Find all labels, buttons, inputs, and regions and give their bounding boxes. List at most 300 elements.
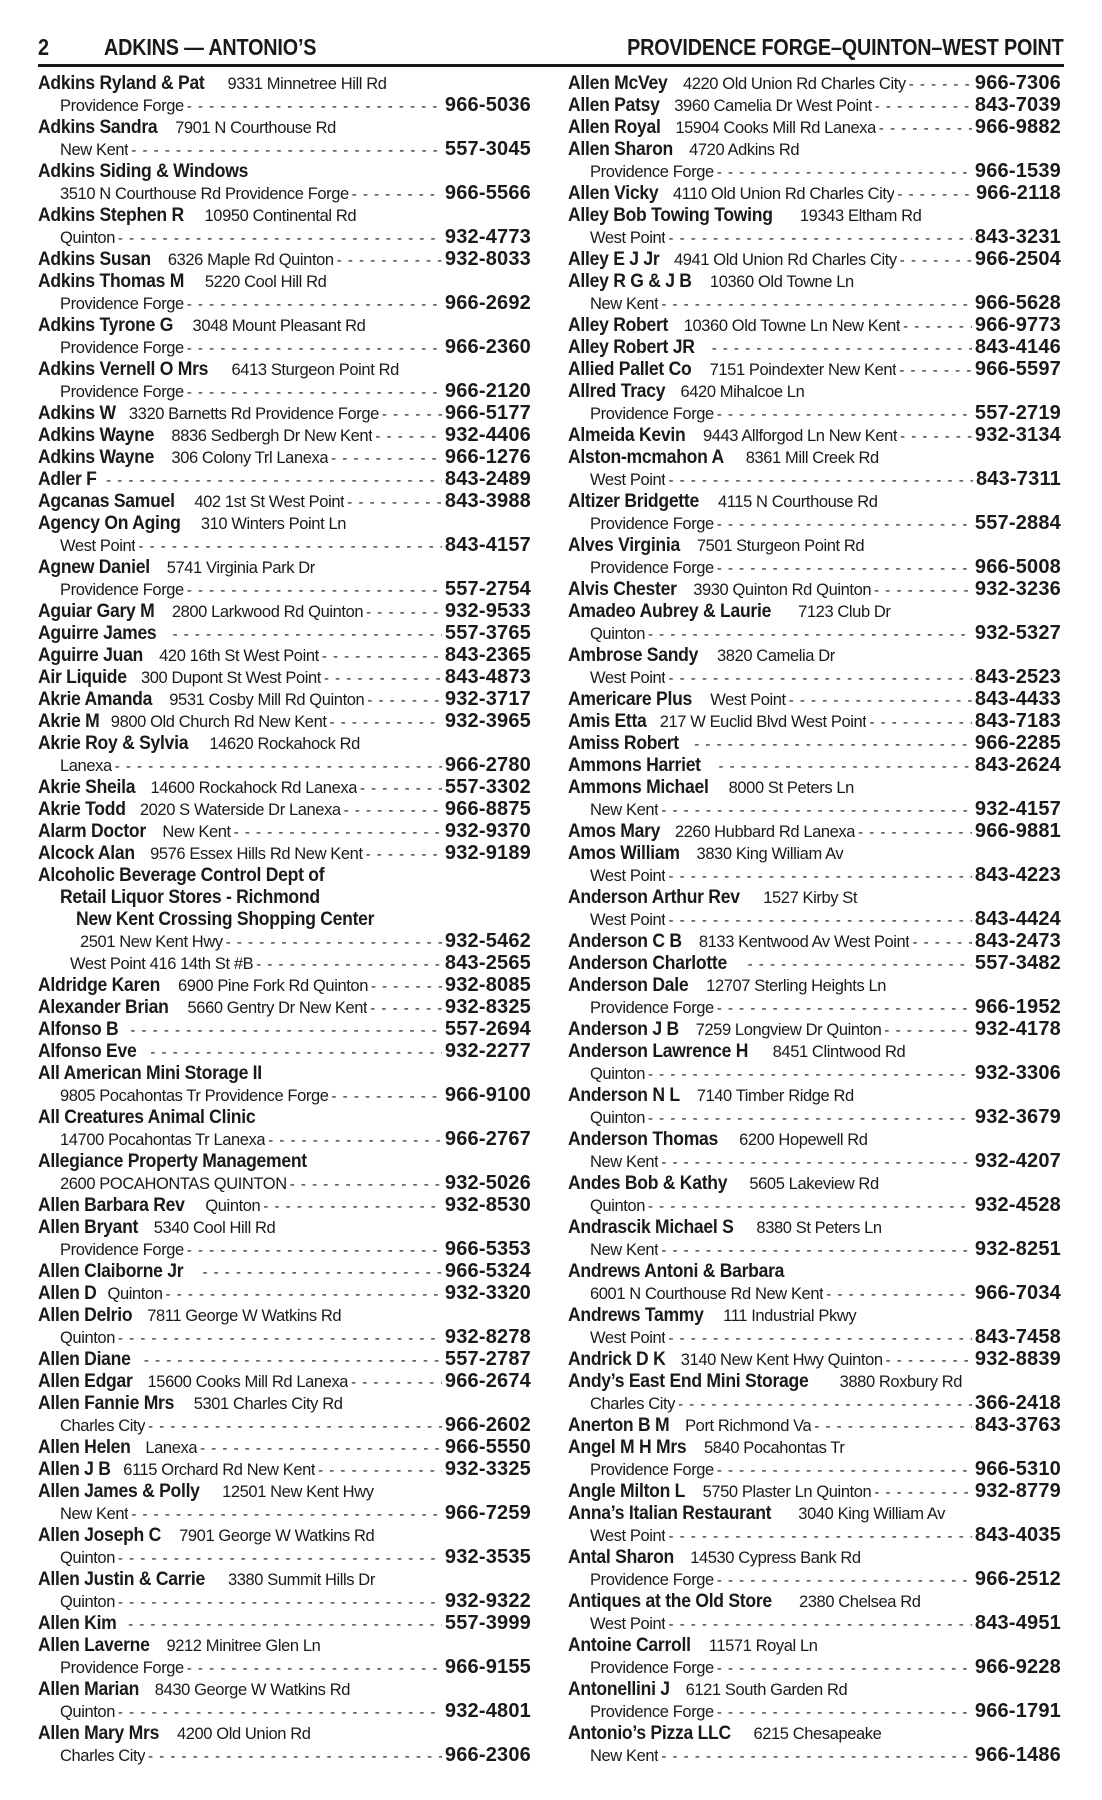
listing-address: 5220 Cool Hill Rd	[204, 273, 327, 291]
listing-address-text: 2501 New Kent Hwy	[80, 933, 223, 951]
listing-locality	[60, 755, 112, 776]
listing-phone: 966-5628	[974, 292, 1061, 314]
listing-address: 3140 New Kent Hwy Quinton	[680, 1351, 883, 1369]
listing-entry	[38, 1458, 531, 1480]
listing-name: Amadeo Aubrey & Laurie	[568, 600, 772, 622]
listing-sub-line	[38, 1546, 531, 1568]
listing-locality	[590, 1745, 658, 1766]
listing-phone: 843-2523	[974, 666, 1061, 688]
listing-address: 4720 Adkins Rd	[689, 141, 800, 159]
listing-text	[38, 1458, 315, 1480]
dot-leader	[187, 382, 442, 402]
dot-leader	[352, 184, 442, 204]
listing-entry	[568, 1502, 1061, 1546]
listing-sub-line	[568, 1524, 1061, 1546]
listing-phone: 966-2512	[974, 1568, 1061, 1590]
listing-phone: 966-2285	[974, 732, 1061, 754]
listing-name-line	[38, 1348, 531, 1370]
listing-address: 10360 Old Towne Ln New Kent	[683, 317, 901, 335]
listing-phone: 557-2719	[974, 402, 1061, 424]
listing-phone: 966-2306	[444, 1744, 531, 1766]
listing-name-line	[38, 1392, 531, 1414]
listing-name-line	[568, 1480, 1061, 1502]
listing-name-line	[568, 138, 1061, 160]
listing-text	[568, 930, 909, 952]
listing-name: Adkins W	[38, 402, 116, 424]
listing-name: Allen Vicky	[568, 182, 659, 204]
listing-address: 7501 Sturgeon Point Rd	[696, 537, 865, 555]
listing-locality	[60, 337, 184, 358]
listing-name: Ammons Harriet	[568, 754, 701, 776]
listing-name: Antoine Carroll	[568, 1634, 691, 1656]
listing-address: 8836 Sedbergh Dr New Kent	[171, 427, 373, 445]
listing-address: 402 1st St West Point	[194, 493, 345, 511]
listing-name: Adkins Wayne	[38, 424, 155, 446]
dot-leader	[661, 800, 972, 820]
listing-entry	[38, 248, 531, 270]
listing-locality-text: West Point	[590, 867, 666, 885]
dot-leader	[118, 1328, 442, 1348]
listing-phone: 932-8779	[974, 1480, 1061, 1502]
listing-entry	[38, 1634, 531, 1678]
listing-name-line	[38, 1040, 531, 1062]
listing-phone: 966-1952	[974, 996, 1061, 1018]
listing-entry	[38, 952, 531, 974]
listing-name-line	[38, 1260, 531, 1282]
dot-leader	[128, 1614, 442, 1634]
listing-name: All American Mini Storage II	[38, 1062, 262, 1084]
listing-entry	[568, 314, 1061, 336]
listing-name: Adkins Siding & Windows	[38, 160, 249, 182]
listing-entry	[568, 204, 1061, 248]
listing-name-line	[568, 1172, 1061, 1194]
listing-entry	[38, 1260, 531, 1282]
listing-entry	[568, 886, 1061, 930]
listing-address: Lanexa	[145, 1439, 198, 1457]
listing-entry	[38, 1568, 531, 1612]
listing-phone: 557-2787	[444, 1348, 531, 1370]
listing-phone: 966-1486	[974, 1744, 1061, 1766]
listing-sub-line	[568, 1238, 1061, 1260]
listing-sub-line	[38, 336, 531, 358]
listing-text	[38, 776, 357, 798]
listing-text	[38, 1348, 141, 1370]
listing-address: 2260 Hubbard Rd Lanexa	[674, 823, 856, 841]
listing-name-line	[568, 578, 1061, 600]
dot-leader	[900, 426, 972, 446]
listing-text	[38, 490, 344, 512]
listing-phone: 843-4035	[974, 1524, 1061, 1546]
listing-text	[38, 1370, 348, 1392]
listing-name: Allen Sharon	[568, 138, 674, 160]
listing-address: 15600 Cooks Mill Rd Lanexa	[147, 1373, 349, 1391]
listing-name-line	[568, 490, 1061, 512]
listing-name: Allen Claiborne Jr	[38, 1260, 184, 1282]
listing-name-line	[568, 72, 1061, 94]
listing-name-line	[568, 380, 1061, 402]
listing-locality-text: Providence Forge	[60, 1659, 184, 1677]
listing-phone: 557-2694	[444, 1018, 531, 1040]
listing-address: 6121 South Garden Rd	[685, 1681, 848, 1699]
listing-name: Allen Fannie Mrs	[38, 1392, 175, 1414]
listing-sub-line	[38, 754, 531, 776]
listing-name-line	[568, 1370, 1061, 1392]
listing-name: Almeida Kevin	[568, 424, 686, 446]
dot-leader	[886, 1350, 972, 1370]
listing-name: Alley R G & J B	[568, 270, 692, 292]
listing-address: 19343 Eltham Rd	[799, 207, 922, 225]
listing-name: Andy’s East End Mini Storage	[568, 1370, 809, 1392]
listing-phone: 843-2365	[444, 644, 531, 666]
listing-name: Alley Robert	[568, 314, 669, 336]
listing-name-line	[38, 710, 531, 732]
listing-phone: 966-5324	[444, 1260, 531, 1282]
listing-entry	[568, 578, 1061, 600]
listing-locality-text: Quinton	[60, 1329, 115, 1347]
listing-phone: 843-4951	[974, 1612, 1061, 1634]
listing-locality-text: 2600 POCAHONTAS QUINTON	[60, 1175, 287, 1193]
listing-heading-line	[38, 908, 531, 930]
listing-sub-line	[568, 864, 1061, 886]
listing-address: Quinton	[107, 1285, 163, 1303]
listing-locality-text: New Kent	[590, 1747, 659, 1765]
listing-text	[38, 820, 231, 842]
listing-name: Alexander Brian	[38, 996, 169, 1018]
listing-locality-text: Charles City	[60, 1747, 146, 1765]
listing-entry	[568, 534, 1061, 578]
listing-phone: 966-9100	[444, 1084, 531, 1106]
dot-leader	[717, 514, 972, 534]
listing-sub-line	[38, 94, 531, 116]
listing-name: Alfonso B	[38, 1018, 119, 1040]
listing-locality	[590, 1657, 714, 1678]
listing-phone: 966-2602	[444, 1414, 531, 1436]
listing-text	[38, 600, 363, 622]
dot-leader	[717, 1702, 972, 1722]
listing-address: 8380 St Peters Ln	[756, 1219, 882, 1237]
dot-leader	[256, 954, 442, 974]
listing-name: Andes Bob & Kathy	[568, 1172, 728, 1194]
listing-entry	[568, 600, 1061, 644]
listing-name-line	[568, 182, 1061, 204]
listing-locality	[590, 403, 714, 424]
listing-phone: 932-2277	[444, 1040, 531, 1062]
dot-leader	[879, 118, 972, 138]
listing-address: Quinton	[205, 1197, 261, 1215]
listing-locality-text: 9805 Pocahontas Tr Providence Forge	[60, 1087, 329, 1105]
listing-text	[38, 1040, 147, 1062]
listing-address-text: West Point 416 14th St #B	[70, 955, 254, 973]
listing-entry	[568, 1546, 1061, 1590]
listing-sub-line	[38, 1172, 531, 1194]
listing-name-line	[568, 1040, 1061, 1062]
listing-name-line	[38, 820, 531, 842]
dot-leader	[874, 580, 972, 600]
listing-locality-text: West Point	[590, 1615, 666, 1633]
listing-name: Allen Bryant	[38, 1216, 139, 1238]
listing-address: West Point	[710, 691, 786, 709]
listing-sub-line	[38, 226, 531, 248]
listing-locality	[590, 1613, 665, 1634]
listing-entry	[568, 1172, 1061, 1216]
listing-name: Akrie Sheila	[38, 776, 136, 798]
listing-name: Alley Bob Towing Towing	[568, 204, 773, 226]
listing-address: 14620 Rockahock Rd	[209, 735, 360, 753]
listing-text	[38, 974, 368, 996]
listing-entry	[568, 138, 1061, 182]
listing-phone: 932-3717	[444, 688, 531, 710]
listing-entry	[568, 776, 1061, 820]
dot-leader	[789, 690, 972, 710]
listing-address: 9576 Essex Hills Rd New Kent	[150, 845, 363, 863]
listing-address: 310 Winters Point Ln	[200, 515, 346, 533]
listing-sub-line	[568, 1458, 1061, 1480]
listing-entry	[38, 1106, 531, 1150]
listing-entry	[568, 732, 1061, 754]
listing-phone: 557-3999	[444, 1612, 531, 1634]
listing-name-line	[568, 204, 1061, 226]
listing-entry	[38, 1282, 531, 1304]
listing-address: 3320 Barnetts Rd Providence Forge	[128, 405, 379, 423]
listing-entry	[568, 72, 1061, 94]
dot-leader	[903, 316, 972, 336]
listing-sub-line	[38, 292, 531, 314]
listing-entry	[568, 358, 1061, 380]
listing-entry	[38, 1062, 531, 1106]
listing-sub-line	[38, 534, 531, 556]
listing-phone: 932-3236	[974, 578, 1061, 600]
listing-locality	[590, 1393, 675, 1414]
listing-address: 10360 Old Towne Ln	[709, 273, 854, 291]
listing-entry	[38, 1480, 531, 1524]
listing-phone: 932-3679	[974, 1106, 1061, 1128]
listing-phone: 932-5462	[444, 930, 531, 952]
listing-sub-line	[568, 908, 1061, 930]
listing-sub-line	[38, 1502, 531, 1524]
listing-locality-text: Providence Forge	[590, 559, 714, 577]
dot-leader	[344, 800, 442, 820]
dot-leader	[875, 96, 972, 116]
listing-phone: 843-3231	[974, 226, 1061, 248]
listing-name-line	[568, 424, 1061, 446]
listing-name-line	[568, 600, 1061, 622]
listing-locality-text: Providence Forge	[60, 383, 184, 401]
listing-locality-text: 6001 N Courthouse Rd New Kent	[590, 1285, 824, 1303]
listing-entry	[38, 996, 531, 1018]
listing-name: Anderson J B	[568, 1018, 679, 1040]
listing-name-line	[38, 512, 531, 534]
listing-locality	[590, 557, 714, 578]
listing-entry	[568, 1040, 1061, 1084]
listing-entry	[38, 116, 531, 160]
listing-locality	[60, 579, 184, 600]
listing-entry	[38, 1216, 531, 1260]
listing-locality-text: West Point	[590, 1329, 666, 1347]
listing-phone: 932-8278	[444, 1326, 531, 1348]
listing-phone: 932-8085	[444, 974, 531, 996]
listing-text	[568, 1018, 881, 1040]
dot-leader	[370, 998, 442, 1018]
listing-name: Allen J B	[38, 1458, 111, 1480]
listing-name: Adkins Thomas M	[38, 270, 185, 292]
listing-entry	[38, 1392, 531, 1436]
listing-phone: 843-3763	[974, 1414, 1061, 1436]
dot-leader	[668, 866, 971, 886]
listing-text	[568, 710, 866, 732]
listing-name: Adkins Vernell O Mrs	[38, 358, 209, 380]
listing-sub-line	[38, 380, 531, 402]
dot-leader	[712, 338, 972, 358]
listing-address	[80, 931, 223, 952]
listing-address: 300 Dupont St West Point	[141, 669, 321, 687]
listing-name: Allen Royal	[568, 116, 661, 138]
listing-phone: 966-2360	[444, 336, 531, 358]
listing-text	[38, 688, 364, 710]
listing-phone: 366-2418	[974, 1392, 1061, 1414]
listing-text	[568, 578, 871, 600]
listing-phone: 932-9533	[444, 600, 531, 622]
listing-name: Andrews Tammy	[568, 1304, 704, 1326]
listing-address: 7151 Poindexter New Kent	[709, 361, 897, 379]
listing-locality-text: New Kent	[590, 801, 659, 819]
listing-entry	[568, 1128, 1061, 1172]
listing-text	[38, 1018, 127, 1040]
listing-name-line	[38, 798, 531, 820]
listing-address: 4110 Old Union Rd Charles City	[672, 185, 895, 203]
listing-name: Angle Milton L	[568, 1480, 686, 1502]
listing-address: 420 16th St West Point	[159, 647, 319, 665]
listing-name: Allen Laverne	[38, 1634, 150, 1656]
listing-address: 217 W Euclid Blvd West Point	[659, 713, 867, 731]
listing-heading-line	[38, 864, 531, 886]
listing-address: 4220 Old Union Rd Charles City	[682, 75, 906, 93]
listing-entry	[38, 1612, 531, 1634]
listing-locality	[590, 469, 665, 490]
listing-entry	[568, 1678, 1061, 1722]
listing-address: 1527 Kirby St	[763, 889, 858, 907]
listing-phone: 932-4801	[444, 1700, 531, 1722]
listing-name-line	[38, 1062, 531, 1084]
listing-entry	[568, 710, 1061, 732]
listing-name: Anderson Charlotte	[568, 952, 727, 974]
listing-entry	[568, 1216, 1061, 1260]
listing-name-line	[568, 1546, 1061, 1568]
listing-entry	[38, 446, 531, 468]
listing-locality	[590, 1459, 714, 1480]
listing-sub-line	[568, 1568, 1061, 1590]
dot-leader	[166, 1284, 442, 1304]
listing-name: Ambrose Sandy	[568, 644, 699, 666]
dot-leader	[719, 756, 972, 776]
listing-entry	[568, 248, 1061, 270]
listing-name: Amis Etta	[568, 710, 647, 732]
listing-locality	[60, 1701, 115, 1722]
listing-name: Allen Marian	[38, 1678, 140, 1700]
listing-locality	[60, 1547, 115, 1568]
listing-phone: 932-9370	[444, 820, 531, 842]
listing-name: Andrews Antoni & Barbara	[568, 1260, 785, 1282]
listing-phone: 966-2674	[444, 1370, 531, 1392]
listing-name: Adkins Sandra	[38, 116, 158, 138]
listing-text	[38, 622, 170, 644]
listing-name: Allen Diane	[38, 1348, 131, 1370]
listing-name: Aguiar Gary M	[38, 600, 155, 622]
listing-entry	[38, 468, 531, 490]
dot-leader	[187, 580, 442, 600]
listing-phone: 966-1276	[444, 446, 531, 468]
listing-address: 5660 Gentry Dr New Kent	[187, 999, 368, 1017]
listing-entry	[38, 776, 531, 798]
listing-phone: 843-7039	[974, 94, 1061, 116]
dot-leader	[668, 668, 971, 688]
listing-phone: 966-1539	[974, 160, 1061, 182]
listing-name-line	[38, 776, 531, 798]
dot-leader	[118, 1702, 442, 1722]
listing-sub-line	[38, 952, 531, 974]
listing-name-line	[568, 358, 1061, 380]
listing-phone: 966-2118	[975, 182, 1061, 204]
listing-locality-text: New Kent	[590, 1153, 659, 1171]
listing-name-line	[568, 1260, 1061, 1282]
listing-locality	[60, 1327, 115, 1348]
listing-entry	[38, 1304, 531, 1348]
listing-name-line	[38, 996, 531, 1018]
listing-name: Allred Tracy	[568, 380, 666, 402]
listing-locality	[60, 1415, 145, 1436]
listing-entry	[568, 1634, 1061, 1678]
listing-address: 15904 Cooks Mill Rd Lanexa	[675, 119, 876, 137]
listing-name-line	[38, 688, 531, 710]
dot-leader	[318, 1460, 442, 1480]
listing-text	[38, 842, 363, 864]
listing-text	[38, 1282, 163, 1304]
listing-name-line	[38, 1568, 531, 1590]
page-header	[38, 30, 1064, 67]
listing-locality	[590, 1701, 714, 1722]
listing-phone: 966-5036	[444, 94, 531, 116]
listing-locality-text: West Point	[590, 1527, 666, 1545]
dot-leader	[131, 1504, 442, 1524]
dot-leader	[187, 1240, 442, 1260]
listing-name-line	[38, 1480, 531, 1502]
listing-address: 6215 Chesapeake	[753, 1725, 882, 1743]
listing-phone: 932-9322	[444, 1590, 531, 1612]
listing-address: 9800 Old Church Rd New Kent	[110, 713, 327, 731]
listing-phone: 843-7183	[974, 710, 1061, 732]
listing-address: 6413 Sturgeon Point Rd	[231, 361, 399, 379]
listing-sub-line	[568, 622, 1061, 644]
listing-name-line	[38, 248, 531, 270]
listing-name-line	[568, 1678, 1061, 1700]
listing-name-line	[568, 776, 1061, 798]
listing-name: Allen Edgar	[38, 1370, 133, 1392]
listing-text	[38, 996, 367, 1018]
listing-name: Allen Delrio	[38, 1304, 133, 1326]
listing-phone: 843-2489	[444, 468, 531, 490]
listing-sub-line	[568, 1656, 1061, 1678]
listing-entry	[38, 908, 531, 930]
listing-name: Anna’s Italian Restaurant	[568, 1502, 772, 1524]
listing-phone: 966-9881	[974, 820, 1061, 842]
listing-sub-line	[38, 1590, 531, 1612]
listing-entry	[568, 1260, 1061, 1304]
dot-leader	[668, 1526, 971, 1546]
listing-address: 14530 Cypress Bank Rd	[690, 1549, 861, 1567]
listing-name-line	[568, 270, 1061, 292]
listing-locality-text: Providence Forge	[590, 1571, 714, 1589]
listing-phone: 843-7311	[975, 468, 1061, 490]
listing-name-line	[568, 1436, 1061, 1458]
